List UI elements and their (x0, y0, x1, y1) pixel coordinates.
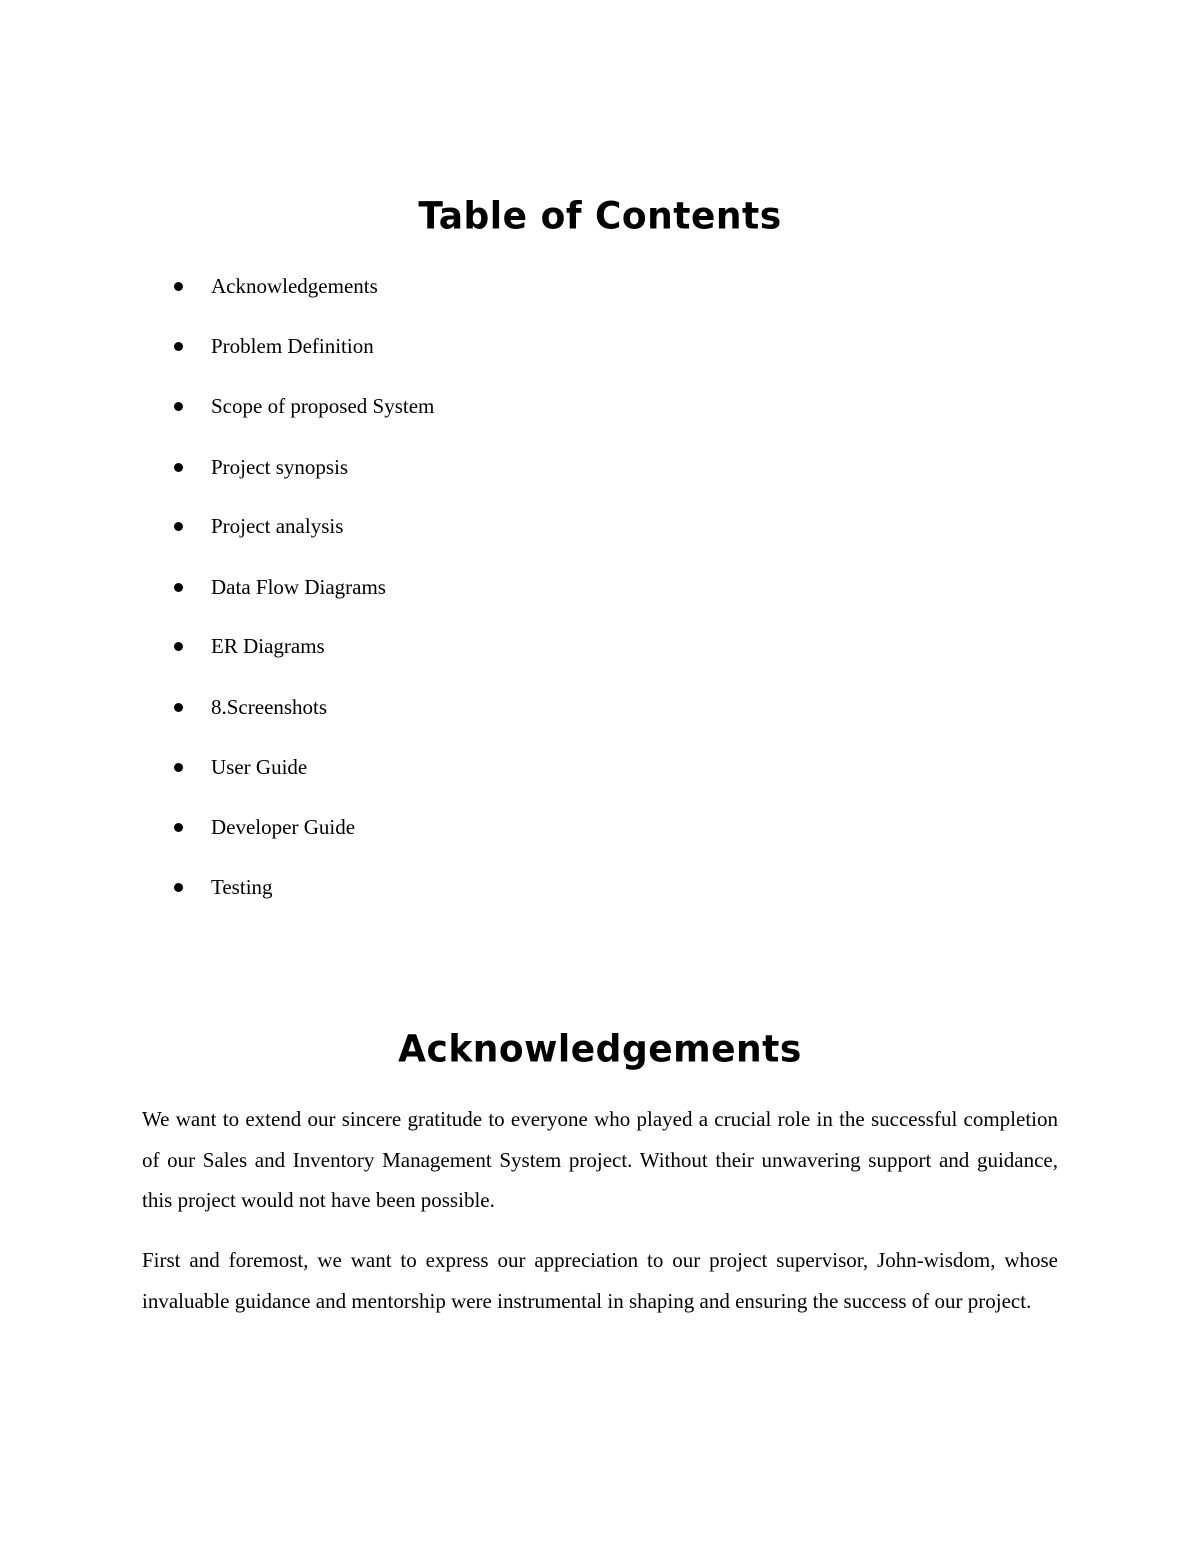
toc-item (174, 271, 774, 301)
toc-item-label: User Guide (211, 755, 308, 779)
bullet-icon (174, 402, 183, 411)
toc-item-label: Scope of proposed System (211, 394, 435, 418)
bullet-icon (174, 583, 183, 592)
toc-item (174, 752, 774, 782)
toc-item-label: Testing (211, 875, 273, 899)
toc-item-label: 8.Screenshots (211, 695, 328, 719)
bullet-icon (174, 463, 183, 472)
bullet-icon (174, 823, 183, 832)
bullet-icon (174, 282, 183, 291)
acknowledgements-heading: Acknowledgements (398, 1027, 802, 1071)
toc-item (174, 452, 774, 482)
bullet-icon (174, 883, 183, 892)
acknowledgements-paragraph: We want to extend our sincere gratitude to everyone who played a crucial role in the successful completion of our Sales and Inventory Management System project. Without their unwavering support and guidance, this project would not have been possible. (142, 1107, 1058, 1212)
bullet-icon (174, 703, 183, 712)
toc-item (174, 572, 774, 602)
toc-item-label: Developer Guide (211, 815, 356, 839)
toc-item (174, 511, 774, 541)
toc-item-label: Data Flow Diagrams (211, 575, 386, 599)
bullet-icon (174, 763, 183, 772)
toc-item-label: Project synopsis (211, 455, 349, 479)
toc-item-label: Acknowledgements (211, 274, 378, 298)
toc-item (174, 631, 774, 661)
acknowledgements-paragraph: First and foremost, we want to express our appreciation to our project supervisor, John-wisdom, whose invaluable guidance and mentorship were instrumental in shaping and ensuring the success of our project. (142, 1248, 1058, 1313)
toc-item-label: Project analysis (211, 514, 344, 538)
toc-item (174, 331, 774, 361)
toc-item (174, 872, 774, 902)
bullet-icon (174, 642, 183, 651)
toc-item (174, 812, 774, 842)
bullet-icon (174, 522, 183, 531)
bullet-icon (174, 342, 183, 351)
toc-item-label: Problem Definition (211, 334, 374, 358)
toc-item (174, 692, 774, 722)
toc-item (174, 391, 774, 421)
table-of-contents-heading: Table of Contents (418, 194, 782, 238)
toc-item-label: ER Diagrams (211, 634, 325, 658)
